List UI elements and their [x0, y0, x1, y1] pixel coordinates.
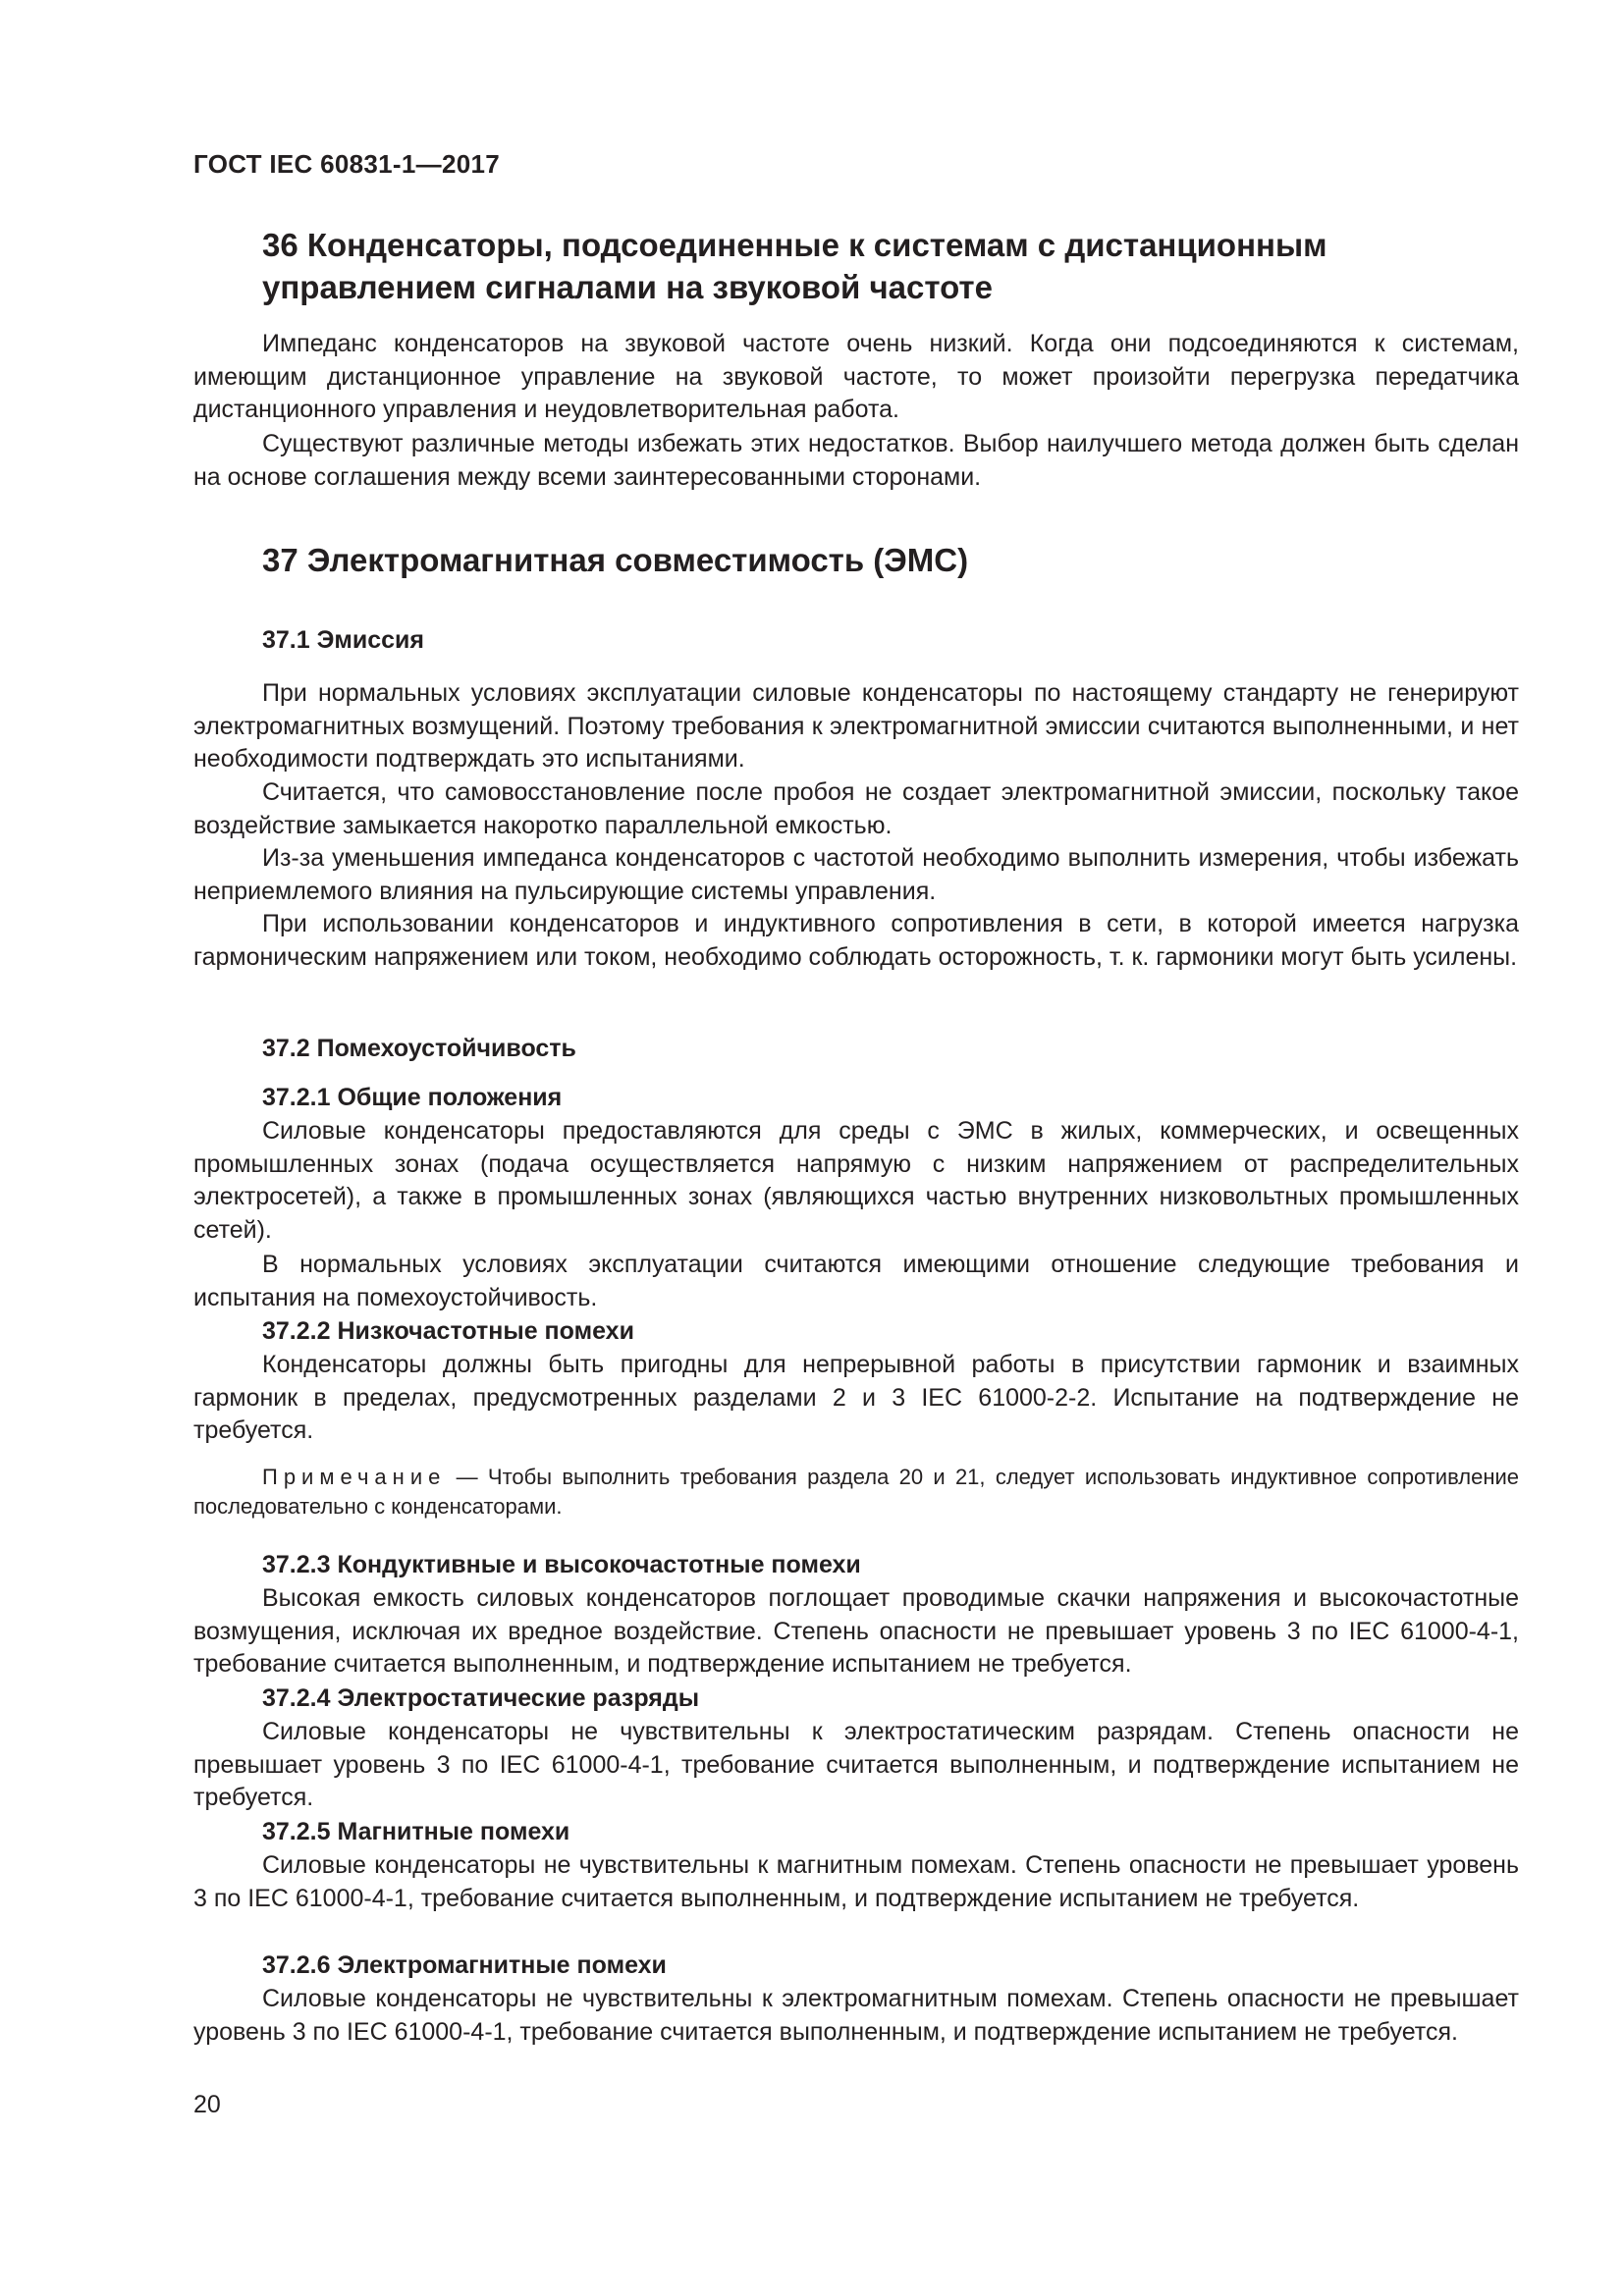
- section-37-2-4-title: 37.2.4 Электростатические разряды: [262, 1684, 700, 1712]
- section-36-title: 36 Конденсаторы, подсоединенные к системам с дистанционным управлением сигналами на звуковой частоте: [262, 227, 1327, 305]
- section-37-title: 37 Электромагнитная совместимость (ЭМС): [262, 542, 969, 578]
- section-37-2-title: 37.2 Помехоустойчивость: [262, 1035, 576, 1062]
- section-37-1-paragraph-1: При нормальных условиях эксплуатации силовые конденсаторы по настоящему стандарту не генерируют электромагнитных возмущений. Поэтому требования к электромагнитной эмиссии считаются выполненными, и нет необходимости подтверждать это испытаниями.: [193, 679, 1519, 773]
- section-37-2-1-paragraph-1: Силовые конденсаторы предоставляются для среды с ЭМС в жилых, коммерческих, и освещенных промышленных зонах (подача осуществляется напрямую с низким напряжением от распределительных электросетей), а также в промышленных зонах (являющихся частью внутренних низковольтных промышленных сетей).: [193, 1117, 1519, 1244]
- section-37-2-1-paragraph-2: В нормальных условиях эксплуатации считаются имеющими отношение следующие требования и испытания на помехоустойчивость.: [193, 1251, 1519, 1311]
- section-37-1-paragraph-2: Считается, что самовосстановление после пробоя не создает электромагнитной эмиссии, поскольку такое воздействие замыкается накоротко параллельной емкостью.: [193, 778, 1519, 839]
- section-37-1-paragraph-4: При использовании конденсаторов и индуктивного сопротивления в сети, в которой имеется нагрузка гармоническим напряжением или током, необходимо соблюдать осторожность, т. к. гармоники могут быть усилены.: [193, 910, 1519, 971]
- section-36-paragraph-2: Существуют различные методы избежать этих недостатков. Выбор наилучшего метода должен быть сделан на основе соглашения между всеми заинтересованными сторонами.: [193, 430, 1519, 491]
- section-37-2-4-paragraph-1: Силовые конденсаторы не чувствительны к электростатическим разрядам. Степень опасности не превышает уровень 3 по IEC 61000-4-1, требование считается выполненным, и подтверждение испытанием не требуется.: [193, 1718, 1519, 1811]
- page-number: 20: [193, 2091, 221, 2118]
- note-label: Примечание: [262, 1465, 447, 1489]
- section-37-2-1-title: 37.2.1 Общие положения: [262, 1084, 563, 1111]
- section-37-2-2-title: 37.2.2 Низкочастотные помехи: [262, 1317, 634, 1345]
- section-37-1-title: 37.1 Эмиссия: [262, 626, 425, 654]
- section-37-2-2-paragraph-1: Конденсаторы должны быть пригодны для непрерывной работы в присутствии гармоник и взаимных гармоник в пределах, предусмотренных разделами 2 и 3 IEC 61000-2-2. Испытание на подтверждение не требуется.: [193, 1351, 1519, 1444]
- section-37-2-6-paragraph-1: Силовые конденсаторы не чувствительны к электромагнитным помехам. Степень опасности не превышает уровень 3 по IEC 61000-4-1, требование считается выполненным, и подтверждение испытанием не требуется.: [193, 1985, 1519, 2046]
- section-37-1-paragraph-3: Из-за уменьшения импеданса конденсаторов с частотой необходимо выполнить измерения, чтобы избежать неприемлемого влияния на пульсирующие системы управления.: [193, 844, 1519, 905]
- section-37-2-2-note: [193, 1463, 1519, 1522]
- section-36-paragraph-1: Импеданс конденсаторов на звуковой частоте очень низкий. Когда они подсоединяются к системам, имеющим дистанционное управление на звуковой частоте, то может произойти перегрузка передатчика дистанционного управления и неудовлетворительная работа.: [193, 330, 1519, 423]
- standard-header: ГОСТ IEC 60831-1—2017: [193, 149, 500, 179]
- section-37-2-6-title: 37.2.6 Электромагнитные помехи: [262, 1951, 667, 1979]
- section-37-2-5-title: 37.2.5 Магнитные помехи: [262, 1818, 570, 1845]
- section-37-2-5-paragraph-1: Силовые конденсаторы не чувствительны к магнитным помехам. Степень опасности не превышает уровень 3 по IEC 61000-4-1, требование считается выполненным, и подтверждение испытанием не требуется.: [193, 1851, 1519, 1912]
- section-37-2-3-paragraph-1: Высокая емкость силовых конденсаторов поглощает проводимые скачки напряжения и высокочастотные возмущения, исключая их вредное воздействие. Степень опасности не превышает уровень 3 по IEC 61000-4-1, требование считается выполненным, и подтверждение испытанием не требуется.: [193, 1584, 1519, 1678]
- section-37-2-3-title: 37.2.3 Кондуктивные и высокочастотные помехи: [262, 1551, 861, 1578]
- note-text: — Чтобы выполнить требования раздела 20 и 21, следует использовать индуктивное сопротивление последовательно с конденсаторами.: [193, 1465, 1519, 1519]
